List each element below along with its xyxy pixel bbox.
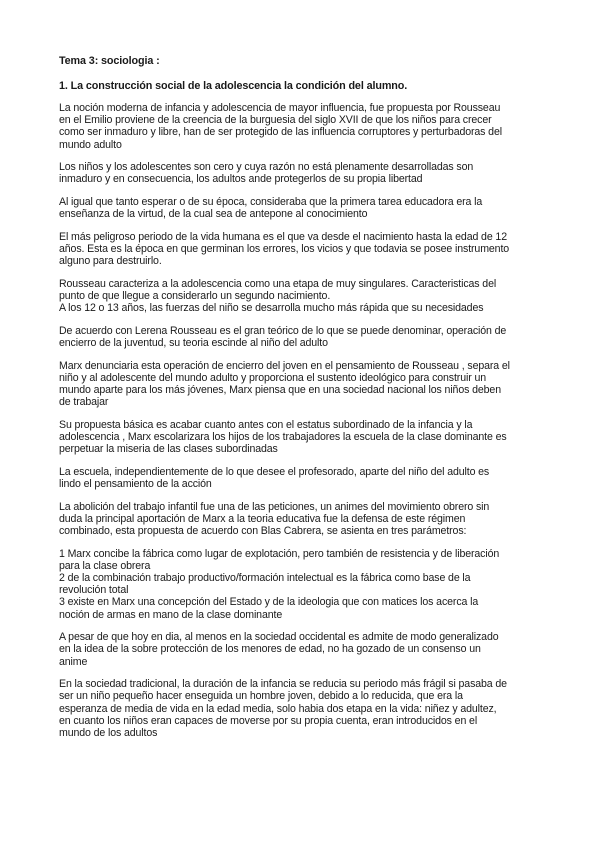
- paragraph-line: combinado, esta propuesta de acuerdo con Blas Cabrera, se asienta en tres parámetros:: [59, 525, 467, 537]
- paragraph-list: [59, 102, 543, 739]
- paragraph-line: niño y al adolescente del mundo adulto y proporciona el sustento ideológico para construir un: [59, 371, 486, 384]
- paragraph-line: adolescencia , Marx escolarizara los hijos de los trabajadores la escuela de la clase dominante es: [59, 431, 507, 443]
- paragraph: [59, 231, 543, 268]
- paragraph-line: perpetuar la miseria de las clases subordinadas: [59, 443, 278, 456]
- paragraph: [59, 419, 543, 456]
- paragraph-line: inmaduro y en consecuencia, los adultos ande protegerlos de su propia libertad: [59, 173, 423, 186]
- paragraph-line: encierro de la juventud, su teoria escinde al niño del adulto: [59, 337, 328, 349]
- paragraph-line: La escuela, independientemente de lo que desee el profesorado, aparte del niño del adulto es: [59, 465, 490, 478]
- paragraph-line: para la clase obrera: [59, 559, 151, 572]
- paragraph-line: punto de que llegue a considerarlo un segundo nacimiento.: [59, 290, 331, 302]
- paragraph-line: Marx denunciaria esta operación de encierro del joven en el pensamiento de Rousseau , separa el: [59, 359, 510, 372]
- paragraph-line: revolución total: [59, 584, 129, 597]
- paragraph-line: Su propuesta básica es acabar cuanto antes con el estatus subordinado de la infancia y la: [59, 418, 473, 431]
- paragraph-line: años. Esta es la época en que germinan los errores, los vicios y que todavia se posee instrumento: [59, 243, 510, 255]
- paragraph-line: de trabajar: [59, 396, 109, 409]
- paragraph-line: A los 12 o 13 años, las fuerzas del niño se desarrolla mucho más rápida que su necesidades: [59, 302, 484, 315]
- paragraph-line: esperanza de media de vida en la edad media, solo habia dos etapa en la vida: niñez y adultez,: [59, 702, 497, 715]
- paragraph-line: en el Emilio proviene de la creencia de la burguesia del siglo XVII de que los niños para crecer: [59, 114, 492, 127]
- paragraph-line: En la sociedad tradicional, la duración de la infancia se reducia su periodo más frágil si pasaba de: [59, 678, 507, 691]
- paragraph-line: en la idea de la sobre protección de los menores de edad, no ha gozado de un consenso un: [59, 643, 481, 656]
- paragraph-line: 2 de la combinación trabajo productivo/formación intelectual es la fábrica como base de la: [59, 572, 471, 584]
- paragraph: [59, 466, 543, 490]
- paragraph-line: ser un niño pequeño hacer enseguida un hombre joven, debido a lo reducida, que era la: [59, 690, 463, 703]
- paragraph-line: La noción moderna de infancia y adolescencia de mayor influencia, fue propuesta por Rousseau: [59, 102, 501, 114]
- paragraph: [59, 678, 543, 739]
- paragraph-line: lindo el pensamiento de la acción: [59, 478, 212, 490]
- paragraph-line: Los niños y los adolescentes son cero y cuya razón no está plenamente desarrolladas son: [59, 161, 474, 174]
- paragraph-line: La abolición del trabajo infantil fue una de las peticiones, un animes del movimiento obrero sin: [59, 500, 490, 513]
- document-title: Tema 3: sociologia :: [59, 55, 160, 67]
- paragraph: [59, 360, 543, 409]
- paragraph-line: A pesar de que hoy en dia, al menos en la sociedad occidental es admite de modo generalizado: [59, 631, 499, 644]
- paragraph-line: Rousseau caracteriza a la adolescencia como una etapa de muy singulares. Caracteristicas del: [59, 277, 497, 290]
- paragraph-line: 3 existe en Marx una concepción del Estado y de la ideologia que con matices los acerca la: [59, 596, 479, 609]
- paragraph: [59, 196, 543, 220]
- paragraph-line: mundo aparte para los más jóvenes, Marx piensa que en una sociedad nacional los niños deben: [59, 384, 501, 396]
- paragraph-line: mundo de los adultos: [59, 727, 158, 740]
- paragraph: [59, 548, 543, 621]
- paragraph-line: noción de armas en mano de la clase dominante: [59, 608, 283, 621]
- paragraph: [59, 501, 543, 538]
- paragraph-line: 1 Marx concibe la fábrica como lugar de explotación, pero también de resistencia y de liberación: [59, 547, 500, 560]
- paragraph: [59, 325, 543, 349]
- paragraph-line: duda la principal aportación de Marx a la teoria educativa fue la defensa de este régimen: [59, 512, 466, 525]
- paragraph-line: anime: [59, 655, 88, 668]
- paragraph: [59, 631, 543, 668]
- paragraph-line: mundo adulto: [59, 138, 122, 151]
- paragraph: [59, 161, 543, 185]
- document-body: [59, 55, 543, 750]
- paragraph-line: Al igual que tanto esperar o de su época, consideraba que la primera tarea educadora era la: [59, 196, 483, 208]
- paragraph: [59, 102, 543, 151]
- paragraph-line: enseñanza de la virtud, de la cual sea de antepone al conocimiento: [59, 208, 368, 221]
- paragraph-line: en cuanto los niños eran capaces de moverse por su propia cuenta, eran introducidos en el: [59, 714, 478, 727]
- paragraph-line: alguno para destruirlo.: [59, 255, 162, 268]
- paragraph-line: De acuerdo con Lerena Rousseau es el gran teórico de lo que se puede denominar, operación de: [59, 324, 507, 337]
- paragraph-line: El más peligroso periodo de la vida humana es el que va desde el nacimiento hasta la edad de 12: [59, 230, 507, 243]
- paragraph-line: como ser inmaduro y libre, han de ser protegido de las influencia corruptores y perturbadoras del: [59, 126, 502, 139]
- paragraph: [59, 278, 543, 315]
- section-heading: 1. La construcción social de la adolescencia la condición del alumno.: [59, 80, 408, 92]
